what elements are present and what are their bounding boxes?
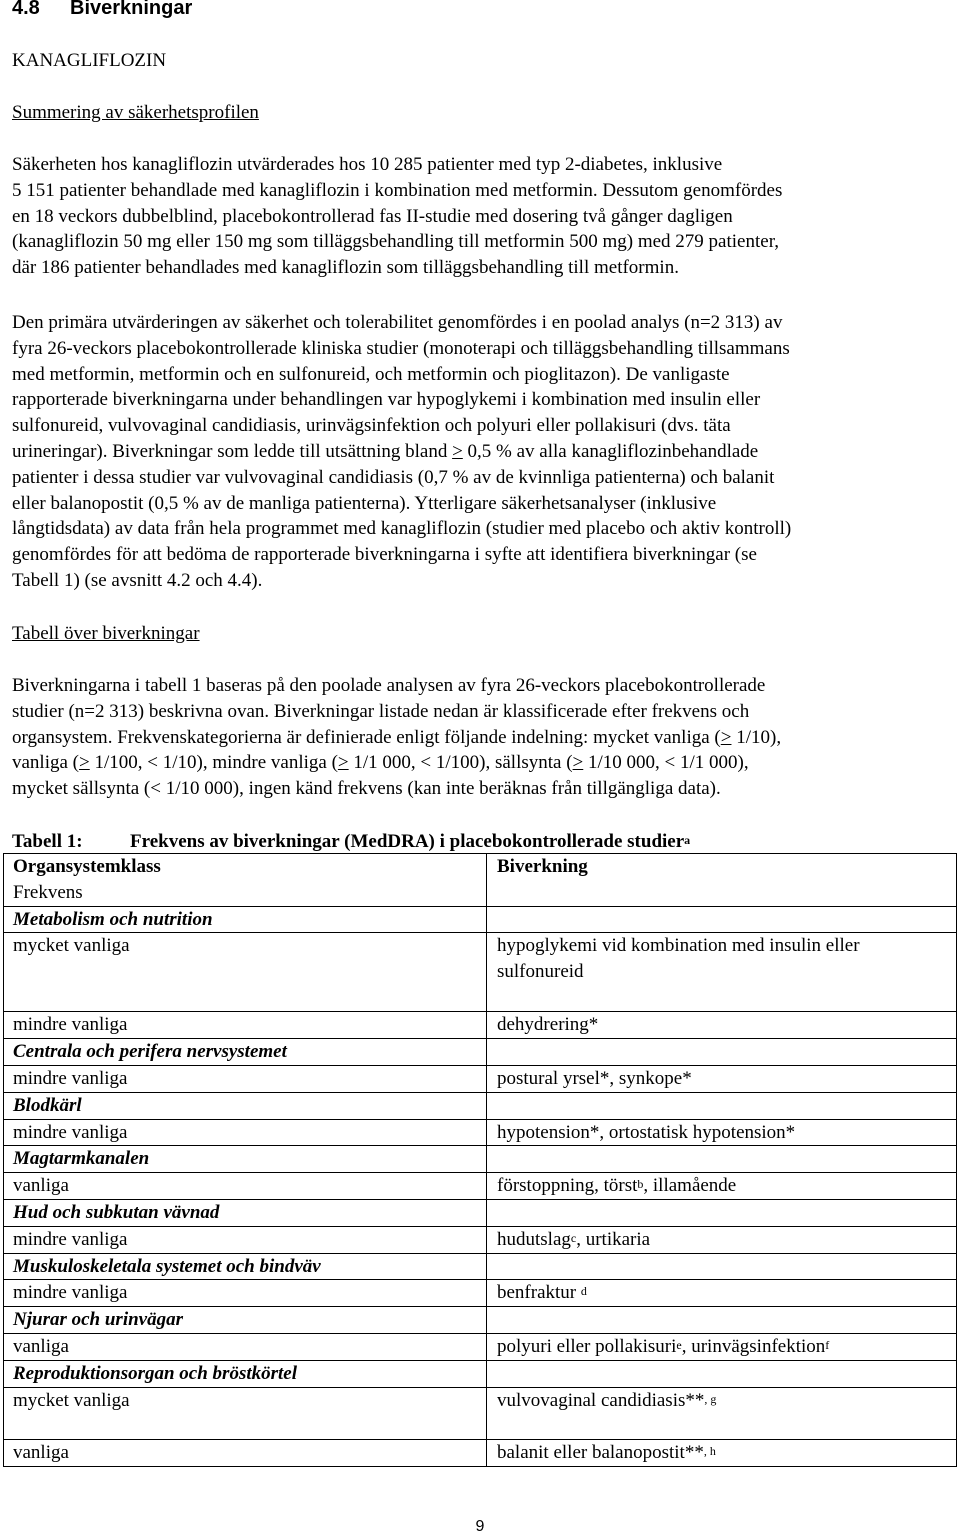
text-line: Den primära utvärderingen av säkerhet och tolerabilitet genomfördes i en poolad analys (n=2 313) av xyxy=(12,312,783,333)
paragraph-frequency-definitions xyxy=(12,673,947,802)
soc-cell: Reproduktionsorgan och bröstkörtel xyxy=(4,1360,487,1387)
paragraph-primary-evaluation xyxy=(12,310,947,594)
soc-cell: Metabolism och nutrition xyxy=(4,906,487,933)
frequency-cell: mindre vanliga xyxy=(4,1119,487,1146)
reaction-text: , illamående xyxy=(643,1175,737,1197)
reaction-text: benfraktur xyxy=(497,1282,581,1304)
footnote-marker: f xyxy=(825,1337,830,1352)
empty-cell xyxy=(487,1146,957,1173)
text-line: mycket sällsynta (< 1/10 000), ingen känd frekvens (kan inte beräknas från tillgängliga data). xyxy=(12,778,721,800)
greater-equal-symbol: > xyxy=(79,752,90,774)
text-line: där 186 patienter behandlades med kanagliflozin som tilläggsbehandling till metformin. xyxy=(12,257,679,279)
empty-cell xyxy=(487,1092,957,1119)
table-row-soc xyxy=(4,1307,957,1334)
summary-heading: Summering av säkerhetsprofilen xyxy=(12,102,259,123)
soc-cell: Njurar och urinvägar xyxy=(4,1307,487,1334)
text-segment: vanliga ( xyxy=(12,752,80,774)
table-row-soc xyxy=(4,1199,957,1226)
frequency-cell: mindre vanliga xyxy=(4,1065,487,1092)
empty-cell xyxy=(487,906,957,933)
reaction-text: , urtikaria xyxy=(576,1228,651,1250)
page-number: 9 xyxy=(475,1518,485,1535)
table-row xyxy=(4,1065,957,1092)
empty-cell xyxy=(487,1307,957,1334)
header-cell-organ-class xyxy=(4,854,487,907)
adverse-reactions-table xyxy=(3,853,957,1467)
greater-equal-symbol: > xyxy=(452,440,463,462)
frequency-cell: mycket vanliga xyxy=(4,1387,487,1439)
table-row xyxy=(4,1280,957,1307)
text-line: (kanagliflozin 50 mg eller 150 mg som tilläggsbehandling till metformin 500 mg) med 279 patienter, xyxy=(12,231,780,253)
footnote-marker: b xyxy=(637,1177,644,1192)
reaction-cell xyxy=(487,1226,957,1253)
text-line xyxy=(12,750,947,776)
section-number: 4.8 xyxy=(12,0,40,19)
empty-cell xyxy=(487,1360,957,1387)
soc-cell: Blodkärl xyxy=(4,1092,487,1119)
text-line: patienter i dessa studier var vulvovaginal candidiasis (0,7 % av de kvinnliga patienterna) och balanit xyxy=(12,466,775,488)
header-organ-class: Organsystemklass xyxy=(13,856,161,877)
footnote-marker: , g xyxy=(704,1391,717,1406)
reaction-text: hypoglykemi vid kombination med insulin eller xyxy=(497,935,860,957)
frequency-cell: mindre vanliga xyxy=(4,1012,487,1039)
text-segment: 0,5 % av alla kanagliflozinbehandlade xyxy=(462,440,759,462)
table-row xyxy=(4,1333,957,1360)
soc-cell: Hud och subkutan vävnad xyxy=(4,1199,487,1226)
reaction-cell xyxy=(487,1333,957,1360)
text-line: rapporterade biverkningarna under behandlingen var hypoglykemi i kombination med insulin eller xyxy=(12,389,761,411)
table-row xyxy=(4,933,957,1012)
table-row-soc xyxy=(4,1360,957,1387)
text-line: Biverkningarna i tabell 1 baseras på den poolade analysen av fyra 26-veckors placebokontrollerade xyxy=(12,675,766,696)
reaction-cell xyxy=(487,1173,957,1200)
table-row xyxy=(4,1387,957,1439)
text-line xyxy=(12,439,947,465)
table-caption xyxy=(12,829,690,855)
text-line: 5 151 patienter behandlade med kanagliflozin i kombination med metformin. Dessutom genomfördes xyxy=(12,179,783,201)
table-row xyxy=(4,1226,957,1253)
empty-cell xyxy=(487,1199,957,1226)
reaction-text: polyuri eller pollakisuri xyxy=(497,1335,677,1357)
text-segment: 1/10 000, < 1/1 000), xyxy=(583,752,749,774)
header-frequency: Frekvens xyxy=(13,881,83,903)
table-row xyxy=(4,1119,957,1146)
reaction-cell: postural yrsel*, synkope* xyxy=(487,1065,957,1092)
footnote-marker: e xyxy=(676,1337,682,1352)
table-header-row xyxy=(4,854,957,907)
header-reaction: Biverkning xyxy=(497,856,588,877)
frequency-cell: mindre vanliga xyxy=(4,1226,487,1253)
table-row xyxy=(4,1173,957,1200)
text-line: en 18 veckors dubbelblind, placebokontrollerad fas II-studie med dosering två gånger dagligen xyxy=(12,205,733,227)
text-line: långtidsdata) av data från hela programmet med kanagliflozin (studier med placebo och aktiv kontroll) xyxy=(12,518,792,540)
text-segment: urineringar). Biverkningar som ledde till utsättning bland xyxy=(12,440,453,462)
text-segment: 1/10), xyxy=(731,726,782,748)
footnote-marker: c xyxy=(570,1230,577,1245)
reaction-cell: hypotension*, ortostatisk hypotension* xyxy=(487,1119,957,1146)
paragraph-safety-overview xyxy=(12,152,947,281)
table-row-soc xyxy=(4,1039,957,1066)
text-line: Tabell 1) (se avsnitt 4.2 och 4.4). xyxy=(12,569,263,591)
reaction-text: förstoppning, törst xyxy=(497,1175,638,1197)
text-line: sulfonureid, vulvovaginal candidiasis, urinvägsinfektion och polyuri eller pollakisuri (dvs. täta xyxy=(12,415,731,437)
text-line: Säkerheten hos kanagliflozin utvärderades hos 10 285 patienter med typ 2-diabetes, inklusive xyxy=(12,154,723,175)
text-segment: 1/100, < 1/10), mindre vanliga ( xyxy=(89,752,338,774)
soc-cell: Centrala och perifera nervsystemet xyxy=(4,1039,487,1066)
empty-cell xyxy=(487,1039,957,1066)
text-line: fyra 26-veckors placebokontrollerade kliniska studier (monoterapi och tilläggsbehandling tillsammans xyxy=(12,337,790,359)
greater-equal-symbol: > xyxy=(572,752,584,774)
reaction-text: , urinvägsinfektion xyxy=(681,1335,826,1357)
reaction-text: balanit eller balanopostit** xyxy=(497,1441,704,1463)
frequency-cell: vanliga xyxy=(4,1333,487,1360)
reaction-text: hudutslag xyxy=(497,1228,571,1250)
greater-equal-symbol: > xyxy=(337,752,349,774)
table-row xyxy=(4,1439,957,1466)
reaction-cell xyxy=(487,933,957,1012)
footnote-marker: a xyxy=(684,833,691,847)
text-segment: 1/1 000, < 1/100), sällsynta ( xyxy=(348,752,573,774)
section-title: Biverkningar xyxy=(70,0,193,19)
text-segment: organsystem. Frekvenskategorierna är definierade enligt följande indelning: mycket vanliga ( xyxy=(12,726,721,748)
table-label: Tabell 1: xyxy=(12,831,83,852)
empty-cell xyxy=(487,1253,957,1280)
frequency-cell: mindre vanliga xyxy=(4,1280,487,1307)
text-line: genomfördes för att bedöma de rapporterade biverkningarna i syfte att identifiera biverkningar (se xyxy=(12,544,757,566)
text-line: eller balanopostit (0,5 % av de manliga patienterna). Ytterligare säkerhetsanalyser (inklusive xyxy=(12,492,717,514)
soc-cell: Magtarmkanalen xyxy=(4,1146,487,1173)
text-line: med metformin, metformin och en sulfonureid, och metformin och pioglitazon). De vanligaste xyxy=(12,363,730,385)
header-cell-reaction xyxy=(487,854,957,907)
table-title: Frekvens av biverkningar (MedDRA) i placebokontrollerade studier xyxy=(130,831,685,852)
reaction-cell: dehydrering* xyxy=(487,1012,957,1039)
table-row-soc xyxy=(4,906,957,933)
reaction-cell xyxy=(487,1439,957,1466)
section-heading xyxy=(12,0,192,22)
drug-name: KANAGLIFLOZIN xyxy=(12,50,167,71)
frequency-cell: vanliga xyxy=(4,1173,487,1200)
footnote-marker: d xyxy=(580,1284,587,1299)
text-line xyxy=(12,725,947,751)
soc-cell: Muskuloskeletala systemet och bindväv xyxy=(4,1253,487,1280)
table-row xyxy=(4,1012,957,1039)
table-section-heading: Tabell över biverkningar xyxy=(12,623,200,644)
table-row-soc xyxy=(4,1146,957,1173)
table-row-soc xyxy=(4,1092,957,1119)
reaction-text: vulvovaginal candidiasis** xyxy=(497,1389,705,1411)
reaction-text: sulfonureid xyxy=(497,961,584,983)
frequency-cell: mycket vanliga xyxy=(4,933,487,1012)
greater-equal-symbol: > xyxy=(720,726,732,748)
table-row-soc xyxy=(4,1253,957,1280)
footnote-marker: , h xyxy=(703,1443,716,1458)
frequency-cell: vanliga xyxy=(4,1439,487,1466)
text-line: studier (n=2 313) beskrivna ovan. Biverkningar listade nedan är klassificerade efter frekvens och xyxy=(12,700,750,722)
reaction-cell xyxy=(487,1387,957,1439)
reaction-cell xyxy=(487,1280,957,1307)
